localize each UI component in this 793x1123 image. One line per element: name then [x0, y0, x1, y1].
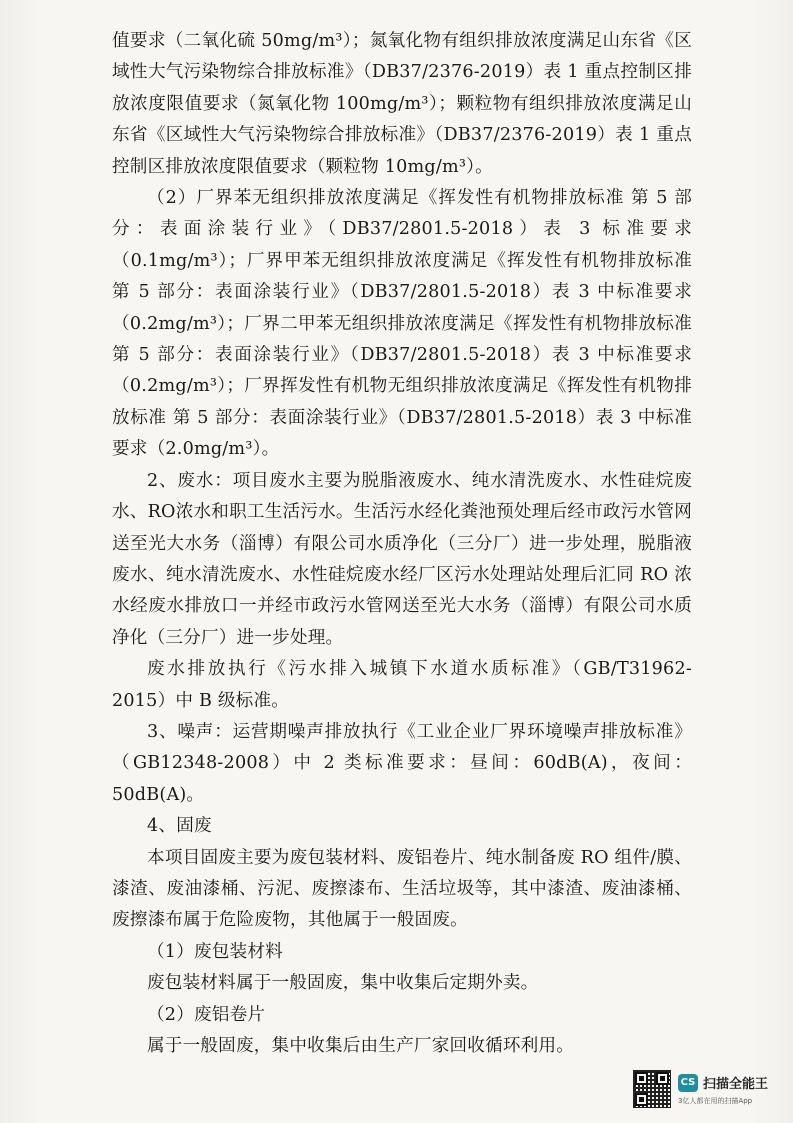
brand-name: 扫描全能王 [703, 1077, 769, 1092]
heading-packaging-waste: （1）废包装材料 [147, 941, 283, 962]
scanner-watermark [633, 1070, 783, 1110]
paragraph-fugitive-voc: （2）厂界苯无组织排放浓度满足《挥发性有机物排放标准 第 5 部分：表面涂装行业》（DB37/2801.5-2018）表 3 标准要求（0.1mg/m³）；厂界甲苯无组织排放浓度满足《挥发性有机物排放标准 第 5 部分：表面涂装行业》（DB37/2801.5-2018）表 3 中标准要求（0.2mg/m³）；厂界二甲苯无组织排放浓度满足《挥发性有机物排放标准 第 5 部分：表面涂装行业》（DB37/2801.5-2018）表 3 中标准要求（0.2mg/m³）；厂界挥发性有机物无组织排放浓度满足《挥发性有机物排放标准 第 5 部分：表面涂装行业》（DB37/2801.5-2018）表 3 中标准要求（2.0mg/m³）。 [112, 188, 692, 460]
document-body [112, 26, 692, 1062]
paragraph-solid-waste: 本项目固废主要为废包装材料、废铝卷片、纯水制备废 RO 组件/膜、漆渣、废油漆桶、污泥、废擦漆布、生活垃圾等，其中漆渣、废油漆桶、废擦漆布属于危险废物，其他属于一般固废。 [112, 847, 692, 931]
paragraph-wastewater: 2、废水：项目废水主要为脱脂液废水、纯水清洗废水、水性硅烷废水、RO浓水和职工生活污水。生活污水经化粪池预处理后经市政污水管网送至光大水务（淄博）有限公司水质净化（三分厂）进一步处理，脱脂液废水、纯水清洗废水、水性硅烷废水经厂区污水处理站处理后汇同 RO 浓水经废水排放口一并经市政污水管网送至光大水务（淄博）有限公司水质净化（三分厂）进一步处理。 [112, 470, 692, 648]
paragraph-air-emission-limits: 值要求（二氧化硫 50mg/m³）；氮氧化物有组织排放浓度满足山东省《区域性大气污染物综合排放标准》（DB37/2376-2019）表 1 重点控制区排放浓度限值要求（氮氧化物 100mg/m³）；颗粒物有组织排放浓度满足山东省《区域性大气污染物综合排放标准》（DB37/2376-2019）表 1 重点控制区排放浓度限值要求（颗粒物 10mg/m³）。 [112, 31, 692, 177]
paragraph-aluminum-waste: 属于一般固废，集中收集后由生产厂家回收循环利用。 [147, 1036, 575, 1056]
qr-code-icon [633, 1070, 671, 1108]
paragraph-packaging-waste: 废包装材料属于一般固废，集中收集后定期外卖。 [147, 973, 539, 994]
camscanner-logo-icon: CS [678, 1074, 698, 1092]
heading-solid-waste: 4、固废 [147, 816, 212, 837]
brand-tagline: 3亿人都在用的扫描App [678, 1097, 753, 1105]
paragraph-wastewater-standard: 废水排放执行《污水排入城镇下水道水质标准》（GB/T31962-2015）中 B 级标准。 [112, 659, 692, 711]
heading-aluminum-waste: （2）废铝卷片 [147, 1004, 266, 1025]
paragraph-noise: 3、噪声：运营期噪声排放执行《工业企业厂界环境噪声排放标准》（GB12348-2008）中 2 类标准要求：昼间：60dB(A)，夜间：50dB(A)。 [112, 721, 692, 805]
